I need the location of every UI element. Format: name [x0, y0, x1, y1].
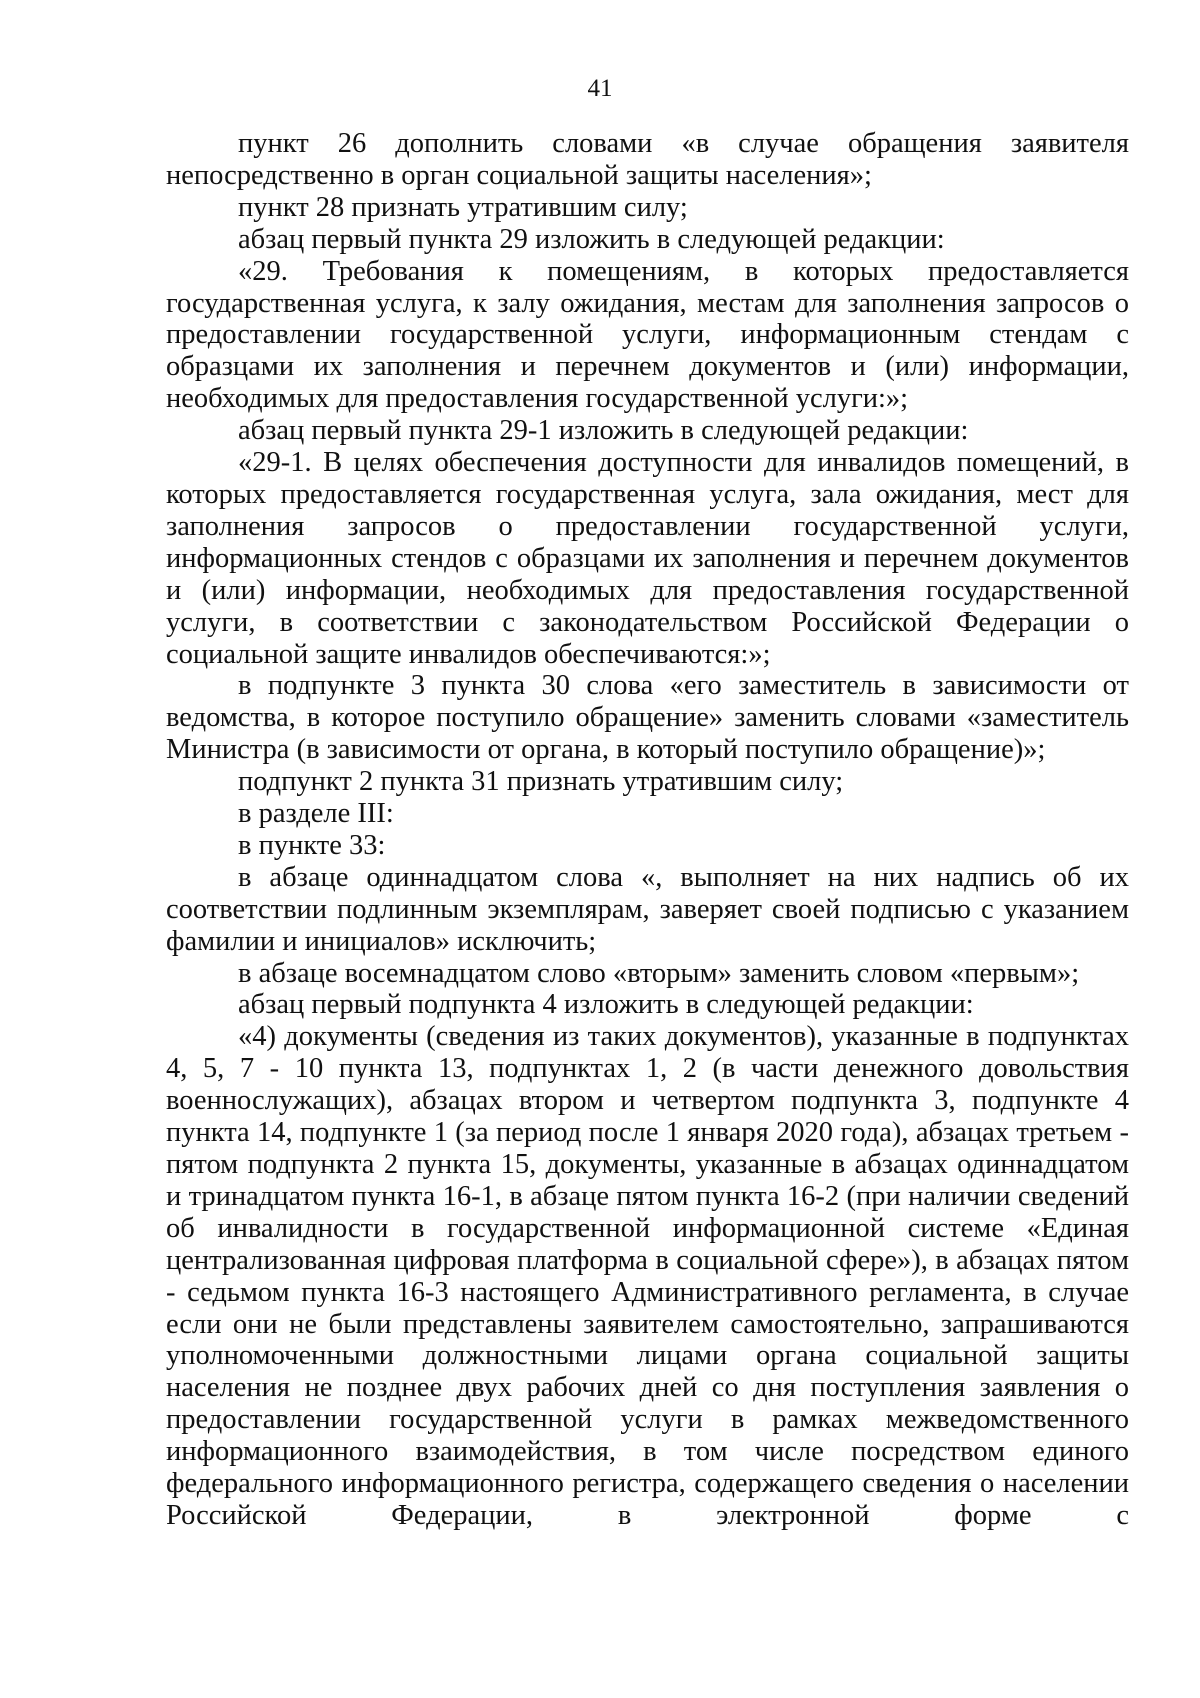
paragraph-item-33-abz-18: в абзаце восемнадцатом слово «вторым» заменить словом «первым»;	[238, 957, 1080, 989]
paragraph-item-26: пункт 26 дополнить словами «в случае обращения заявителя непосредственно в орган социальной защиты населения»;	[166, 128, 1129, 191]
paragraph-item-29-text: «29. Требования к помещениям, в которых предоставляется государственная услуга, к залу ожидания, местам для заполнения запросов о предоставлении государственной услуги, информационным стендам с образцами их заполнения и перечнем документов и (или) информации, необходимых для предоставления государственной услуги:»;	[166, 255, 1129, 415]
paragraph-subitem-4-text: «4) документы (сведения из таких документов), указанные в подпунктах 4, 5, 7 - 10 пункта 13, подпунктах 1, 2 (в части денежного довольствия военнослужащих), абзацах втором и четвертом подпункта 3, подпункте 4 пункта 14, подпункте 1 (за период после 1 января 2020 года), абзацах третьем - пятом подпункта 2 пункта 15, документы, указанные в абзацах одиннадцатом и тринадцатом пункта 16-1, в абзаце пятом пункта 16-2 (при наличии сведений об инвалидности в государственной информационной системе «Единая централизованная цифровая платформа в социальной сфере»), в абзацах пятом - седьмом пункта 16-3 настоящего Административного регламента, в случае если они не были представлены заявителем самостоятельно, запрашиваются уполномоченными должностными лицами органа социальной защиты населения не позднее двух рабочих дней со дня поступления заявления о предоставлении государственной услуги в рамках межведомственного информационного взаимодействия, в том числе посредством единого федерального информационного регистра, содержащего сведения о населении Российской Федерации, в электронной форме с	[166, 1021, 1129, 1531]
paragraph-item-28: пункт 28 признать утратившим силу;	[238, 191, 688, 223]
paragraph-item-33-abz-11: в абзаце одиннадцатом слова «, выполняет на них надпись об их соответствии подлинным экземплярам, заверяет своей подписью с указанием фамилии и инициалов» исключить;	[166, 861, 1129, 957]
document-body	[166, 128, 1129, 1532]
paragraph-section-iii: в разделе III:	[238, 798, 394, 830]
paragraph-item-29-1-intro: абзац первый пункта 29-1 изложить в следующей редакции:	[238, 415, 969, 447]
paragraph-item-33: в пункте 33:	[238, 829, 386, 861]
paragraph-item-29-intro: абзац первый пункта 29 изложить в следующей редакции:	[238, 223, 945, 255]
paragraph-item-30: в подпункте 3 пункта 30 слова «его заместитель в зависимости от ведомства, в которое поступило обращение» заменить словами «заместитель Министра (в зависимости от органа, в который поступило обращение)»;	[166, 670, 1129, 766]
paragraph-item-29-1-text: «29-1. В целях обеспечения доступности для инвалидов помещений, в которых предоставляется государственная услуга, зала ожидания, мест для заполнения запросов о предоставлении государственной услуги, информационных стендов с образцами их заполнения и перечнем документов и (или) информации, необходимых для предоставления государственной услуги, в соответствии с законодательством Российской Федерации о социальной защите инвалидов обеспечиваются:»;	[166, 447, 1129, 670]
paragraph-subitem-4-intro: абзац первый подпункта 4 изложить в следующей редакции:	[238, 989, 974, 1021]
paragraph-item-31: подпункт 2 пункта 31 признать утратившим силу;	[238, 766, 844, 798]
page-number: 41	[587, 75, 613, 102]
